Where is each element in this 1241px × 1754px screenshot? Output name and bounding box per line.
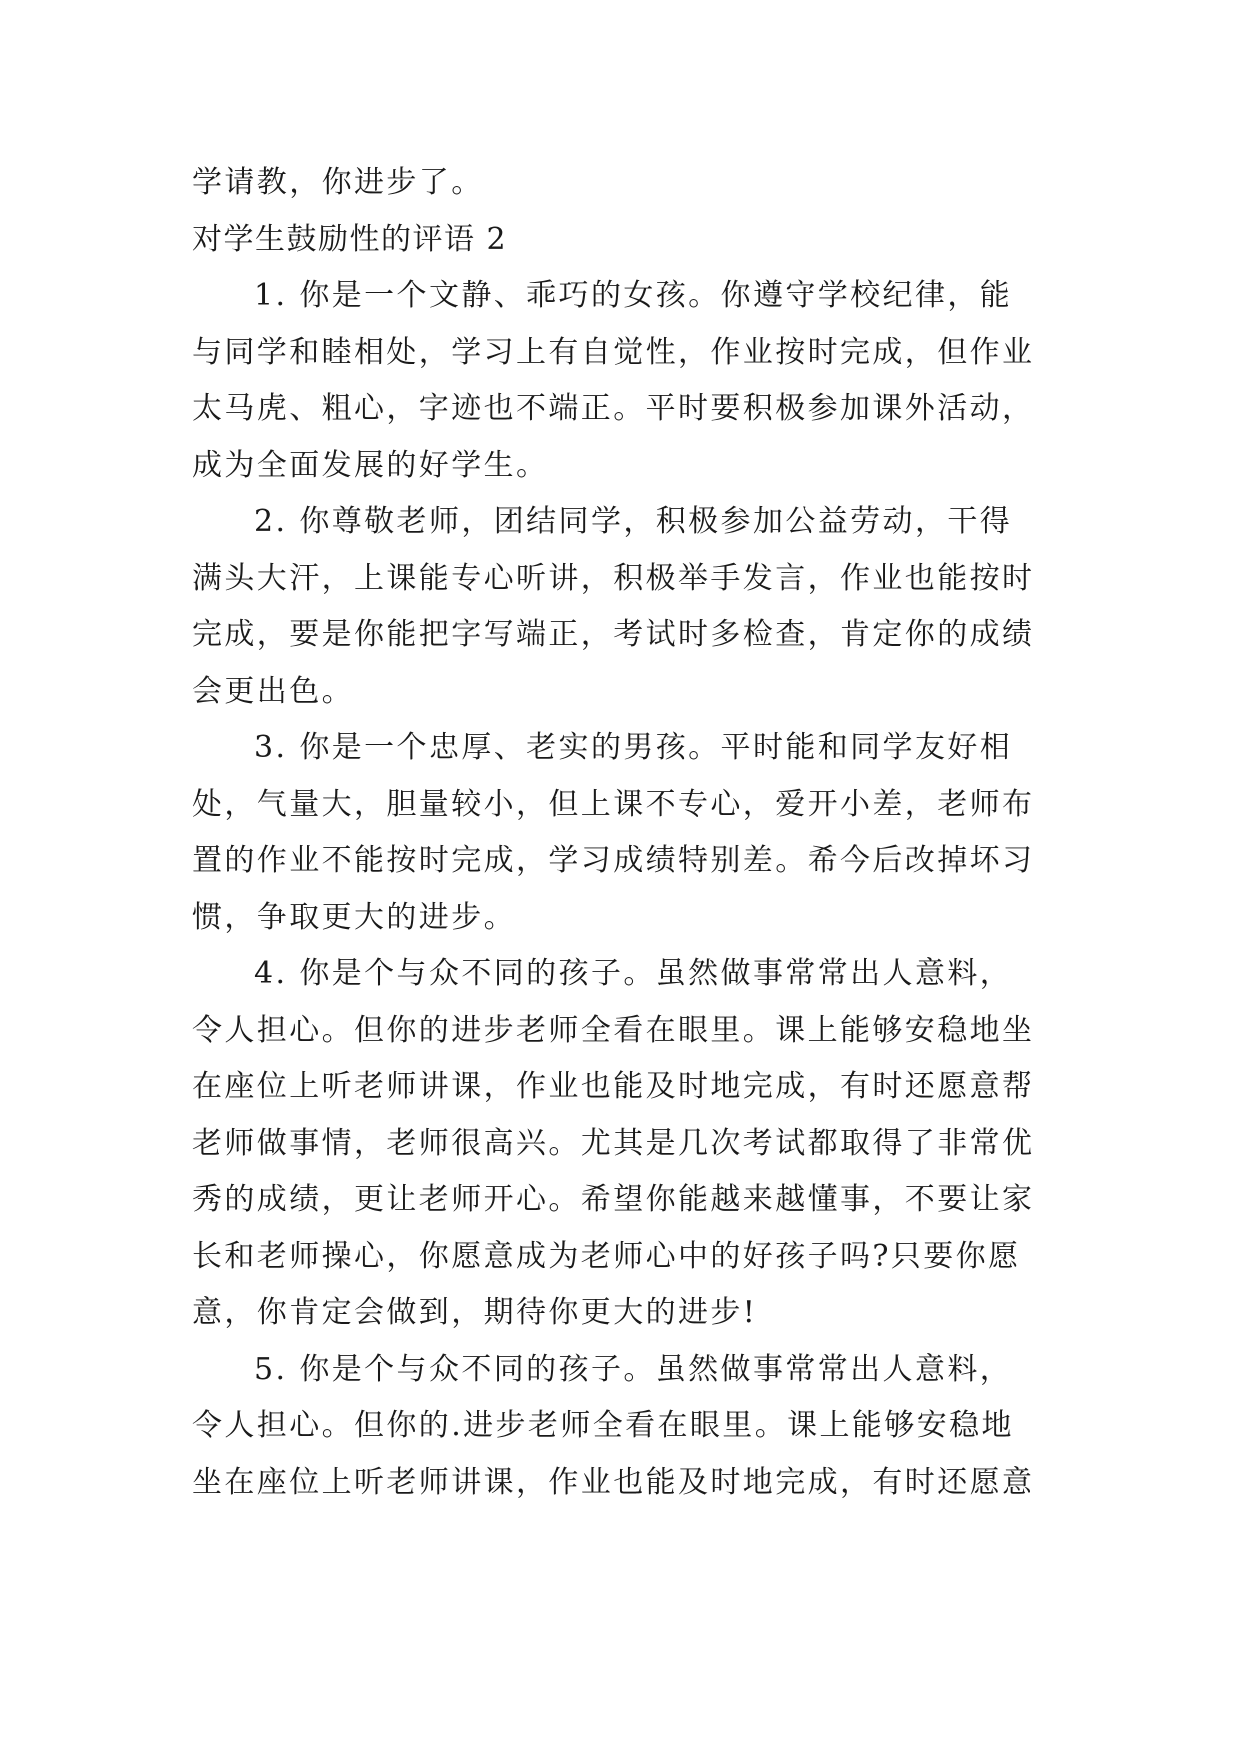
paragraph-line: 2. 你尊敬老师，团结同学，积极参加公益劳动，干得: [254, 504, 1013, 539]
paragraph-line: 与同学和睦相处，学习上有自觉性，作业按时完成，但作业: [192, 334, 1035, 370]
paragraph-line: 太马虎、粗心，字迹也不端正。平时要积极参加课外活动，: [192, 391, 1035, 426]
paragraph-line: 完成，要是你能把字写端正，考试时多检查，肯定你的成绩: [192, 617, 1035, 652]
paragraph-line: 1. 你是一个文静、乖巧的女孩。你遵守学校纪律，能: [254, 278, 1013, 313]
paragraph-line: 会更出色。: [192, 673, 354, 709]
comment-item-2: [192, 494, 1062, 720]
comment-item-3: [192, 720, 1062, 946]
comment-item-1: [192, 268, 1062, 494]
paragraph-line: 老师做事情，老师很高兴。尤其是几次考试都取得了非常优: [192, 1125, 1035, 1161]
paragraph-line: 意，你肯定会做到，期待你更大的进步!: [192, 1295, 758, 1330]
comment-item-4: [192, 946, 1062, 1342]
paragraph-line: 长和老师操心，你愿意成为老师心中的好孩子吗?只要你愿: [192, 1238, 1021, 1274]
paragraph-line: 秀的成绩，更让老师开心。希望你能越来越懂事，不要让家: [192, 1182, 1035, 1217]
paragraph-line: 处，气量大，胆量较小，但上课不专心，爱开小差，老师布: [192, 786, 1035, 822]
paragraph-line: 3. 你是一个忠厚、老实的男孩。平时能和同学友好相: [254, 730, 1013, 765]
paragraph-line: 满头大汗，上课能专心听讲，积极举手发言，作业也能按时: [192, 560, 1035, 596]
comment-item-5: [192, 1342, 1062, 1512]
paragraph-line: 坐在座位上听老师讲课，作业也能及时地完成，有时还愿意: [192, 1464, 1035, 1500]
paragraph-line: 惯，争取更大的进步。: [192, 899, 516, 935]
intro-line: 学请教，你进步了。: [192, 165, 484, 200]
paragraph-line: 在座位上听老师讲课，作业也能及时地完成，有时还愿意帮: [192, 1069, 1035, 1104]
paragraph-line: 置的作业不能按时完成，学习成绩特别差。希今后改掉坏习: [192, 843, 1035, 878]
paragraph-line: 5. 你是个与众不同的孩子。虽然做事常常出人意料，: [254, 1351, 1013, 1387]
paragraph-line: 令人担心。但你的进步老师全看在眼里。课上能够安稳地坐: [192, 1012, 1035, 1048]
document-body: [192, 155, 1062, 1511]
paragraph-line: 令人担心。但你的.进步老师全看在眼里。课上能够安稳地: [192, 1408, 1014, 1443]
paragraph-line: 4. 你是个与众不同的孩子。虽然做事常常出人意料，: [254, 956, 1013, 991]
section-title: 对学生鼓励性的评语 2: [192, 221, 508, 257]
paragraph-line: 成为全面发展的好学生。: [192, 447, 549, 483]
